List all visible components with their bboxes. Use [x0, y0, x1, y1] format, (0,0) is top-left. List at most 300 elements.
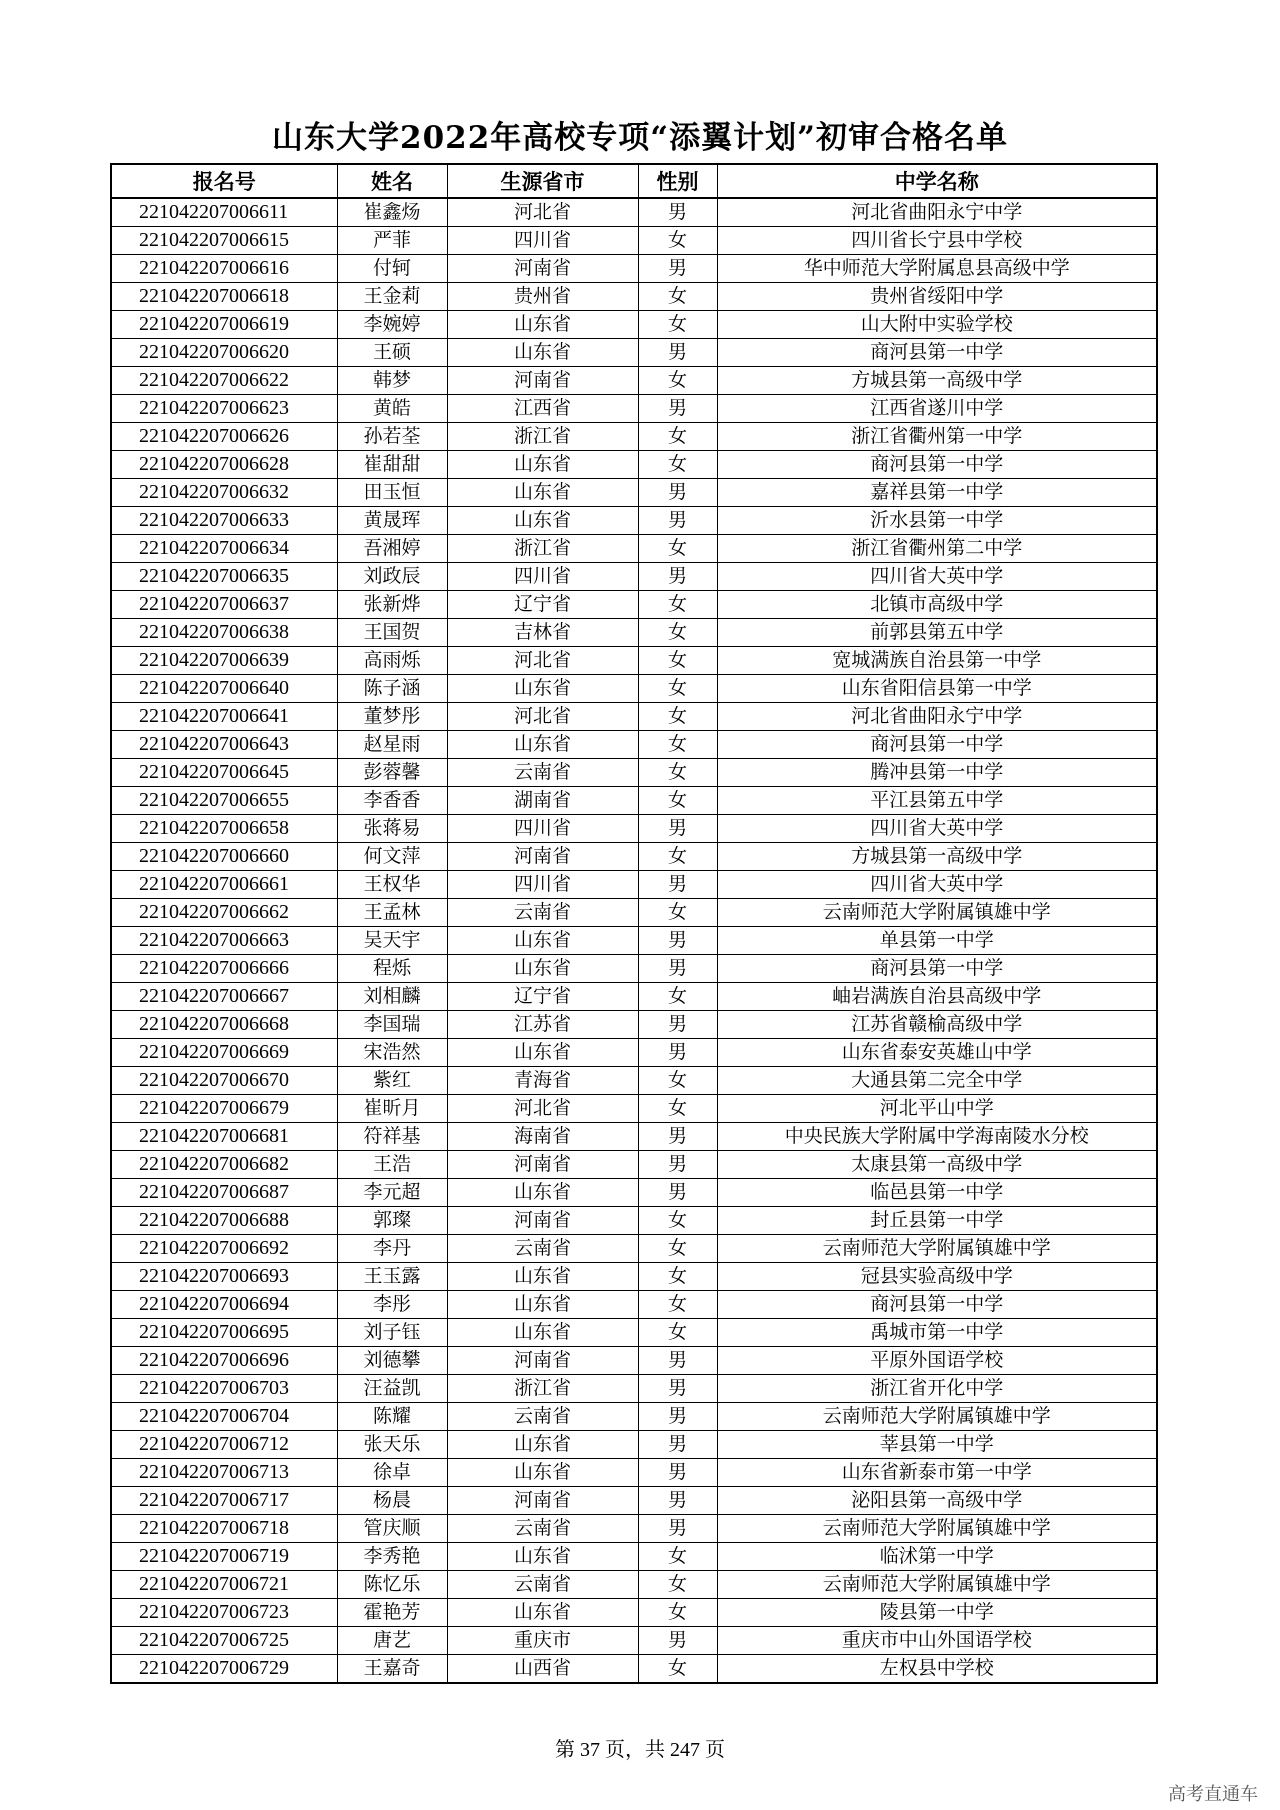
cell-name: 刘德攀	[337, 1347, 447, 1375]
cell-province: 浙江省	[447, 1375, 638, 1403]
cell-school: 商河县第一中学	[717, 339, 1157, 367]
cell-name: 崔鑫炀	[337, 198, 447, 227]
cell-school: 浙江省衢州第一中学	[717, 423, 1157, 451]
table-row	[111, 1375, 1157, 1403]
table-row	[111, 703, 1157, 731]
cell-name: 管庆顺	[337, 1515, 447, 1543]
cell-school: 大通县第二完全中学	[717, 1067, 1157, 1095]
table-row	[111, 1487, 1157, 1515]
cell-province: 云南省	[447, 1515, 638, 1543]
cell-school: 平原外国语学校	[717, 1347, 1157, 1375]
cell-school: 平江县第五中学	[717, 787, 1157, 815]
page-footer: 第 37 页，共 247 页	[555, 1739, 725, 1761]
cell-registration-number: 221042207006713	[111, 1459, 337, 1487]
cell-name: 宋浩然	[337, 1039, 447, 1067]
cell-school: 河北省曲阳永宁中学	[717, 198, 1157, 227]
cell-gender: 女	[638, 1067, 717, 1095]
table-row	[111, 1571, 1157, 1599]
cell-gender: 女	[638, 647, 717, 675]
cell-name: 王硕	[337, 339, 447, 367]
cell-name: 何文萍	[337, 843, 447, 871]
cell-registration-number: 221042207006655	[111, 787, 337, 815]
cell-gender: 女	[638, 535, 717, 563]
table-row	[111, 1459, 1157, 1487]
table-row	[111, 1067, 1157, 1095]
cell-school: 方城县第一高级中学	[717, 843, 1157, 871]
cell-gender: 女	[638, 1263, 717, 1291]
cell-name: 张新烨	[337, 591, 447, 619]
cell-province: 河北省	[447, 647, 638, 675]
table-row	[111, 451, 1157, 479]
table-row	[111, 1123, 1157, 1151]
cell-gender: 男	[638, 871, 717, 899]
cell-name: 严菲	[337, 227, 447, 255]
cell-school: 方城县第一高级中学	[717, 367, 1157, 395]
cell-registration-number: 221042207006641	[111, 703, 337, 731]
cell-name: 崔甜甜	[337, 451, 447, 479]
cell-registration-number: 221042207006619	[111, 311, 337, 339]
cell-school: 宽城满族自治县第一中学	[717, 647, 1157, 675]
header-province: 生源省市	[447, 164, 638, 198]
cell-name: 郭璨	[337, 1207, 447, 1235]
cell-school: 四川省大英中学	[717, 815, 1157, 843]
cell-registration-number: 221042207006661	[111, 871, 337, 899]
cell-school: 江西省遂川中学	[717, 395, 1157, 423]
table-row	[111, 1011, 1157, 1039]
cell-name: 吾湘婷	[337, 535, 447, 563]
cell-registration-number: 221042207006729	[111, 1655, 337, 1684]
cell-province: 山东省	[447, 311, 638, 339]
cell-province: 河北省	[447, 1095, 638, 1123]
cell-name: 李元超	[337, 1179, 447, 1207]
table-row	[111, 1235, 1157, 1263]
table-body	[111, 198, 1157, 1683]
cell-name: 吴天宇	[337, 927, 447, 955]
table-row	[111, 1179, 1157, 1207]
cell-school: 前郭县第五中学	[717, 619, 1157, 647]
cell-registration-number: 221042207006688	[111, 1207, 337, 1235]
cell-name: 付轲	[337, 255, 447, 283]
cell-province: 山东省	[447, 731, 638, 759]
cell-province: 河南省	[447, 1347, 638, 1375]
cell-gender: 女	[638, 1095, 717, 1123]
cell-province: 云南省	[447, 1235, 638, 1263]
cell-registration-number: 221042207006637	[111, 591, 337, 619]
cell-name: 陈忆乐	[337, 1571, 447, 1599]
cell-name: 李香香	[337, 787, 447, 815]
cell-school: 四川省长宁县中学校	[717, 227, 1157, 255]
cell-province: 山东省	[447, 675, 638, 703]
cell-gender: 女	[638, 983, 717, 1011]
cell-gender: 男	[638, 339, 717, 367]
table-row	[111, 899, 1157, 927]
table-row	[111, 759, 1157, 787]
cell-gender: 男	[638, 927, 717, 955]
cell-province: 河南省	[447, 367, 638, 395]
cell-school: 四川省大英中学	[717, 563, 1157, 591]
cell-gender: 男	[638, 1431, 717, 1459]
table-row	[111, 1291, 1157, 1319]
table-row	[111, 255, 1157, 283]
cell-registration-number: 221042207006725	[111, 1627, 337, 1655]
cell-registration-number: 221042207006658	[111, 815, 337, 843]
cell-school: 沂水县第一中学	[717, 507, 1157, 535]
cell-province: 辽宁省	[447, 591, 638, 619]
table-row	[111, 198, 1157, 227]
cell-school: 浙江省衢州第二中学	[717, 535, 1157, 563]
table-row	[111, 423, 1157, 451]
cell-province: 山东省	[447, 1291, 638, 1319]
cell-name: 田玉恒	[337, 479, 447, 507]
cell-name: 唐艺	[337, 1627, 447, 1655]
cell-school: 临邑县第一中学	[717, 1179, 1157, 1207]
cell-name: 陈子涵	[337, 675, 447, 703]
cell-registration-number: 221042207006632	[111, 479, 337, 507]
cell-province: 云南省	[447, 759, 638, 787]
cell-school: 商河县第一中学	[717, 1291, 1157, 1319]
table-row	[111, 787, 1157, 815]
cell-registration-number: 221042207006643	[111, 731, 337, 759]
cell-registration-number: 221042207006638	[111, 619, 337, 647]
cell-school: 商河县第一中学	[717, 451, 1157, 479]
table-row	[111, 479, 1157, 507]
cell-registration-number: 221042207006618	[111, 283, 337, 311]
cell-gender: 女	[638, 619, 717, 647]
cell-province: 四川省	[447, 815, 638, 843]
cell-name: 刘子钰	[337, 1319, 447, 1347]
cell-school: 四川省大英中学	[717, 871, 1157, 899]
cell-registration-number: 221042207006693	[111, 1263, 337, 1291]
cell-registration-number: 221042207006717	[111, 1487, 337, 1515]
cell-province: 山西省	[447, 1655, 638, 1684]
cell-name: 王玉露	[337, 1263, 447, 1291]
cell-province: 山东省	[447, 1599, 638, 1627]
cell-registration-number: 221042207006611	[111, 198, 337, 227]
cell-school: 山东省新泰市第一中学	[717, 1459, 1157, 1487]
cell-school: 河北平山中学	[717, 1095, 1157, 1123]
cell-registration-number: 221042207006723	[111, 1599, 337, 1627]
cell-name: 陈耀	[337, 1403, 447, 1431]
cell-school: 山东省泰安英雄山中学	[717, 1039, 1157, 1067]
cell-name: 黄晟珲	[337, 507, 447, 535]
table-row	[111, 731, 1157, 759]
cell-gender: 女	[638, 843, 717, 871]
cell-province: 河南省	[447, 843, 638, 871]
cell-province: 山东省	[447, 507, 638, 535]
cell-gender: 男	[638, 479, 717, 507]
cell-name: 赵星雨	[337, 731, 447, 759]
cell-registration-number: 221042207006681	[111, 1123, 337, 1151]
header-registration-number: 报名号	[111, 164, 337, 198]
table-row	[111, 983, 1157, 1011]
cell-registration-number: 221042207006622	[111, 367, 337, 395]
table-row	[111, 395, 1157, 423]
cell-province: 山东省	[447, 339, 638, 367]
cell-gender: 女	[638, 311, 717, 339]
cell-name: 李彤	[337, 1291, 447, 1319]
cell-name: 符祥基	[337, 1123, 447, 1151]
cell-gender: 女	[638, 759, 717, 787]
table-row	[111, 1151, 1157, 1179]
cell-gender: 男	[638, 1011, 717, 1039]
cell-registration-number: 221042207006662	[111, 899, 337, 927]
cell-gender: 男	[638, 1403, 717, 1431]
cell-school: 江苏省赣榆高级中学	[717, 1011, 1157, 1039]
cell-registration-number: 221042207006635	[111, 563, 337, 591]
cell-registration-number: 221042207006668	[111, 1011, 337, 1039]
cell-province: 重庆市	[447, 1627, 638, 1655]
cell-school: 浙江省开化中学	[717, 1375, 1157, 1403]
cell-school: 重庆市中山外国语学校	[717, 1627, 1157, 1655]
cell-province: 山东省	[447, 479, 638, 507]
cell-gender: 女	[638, 899, 717, 927]
cell-school: 云南师范大学附属镇雄中学	[717, 1235, 1157, 1263]
cell-gender: 男	[638, 1151, 717, 1179]
table-row	[111, 1543, 1157, 1571]
table-row	[111, 675, 1157, 703]
cell-name: 李婉婷	[337, 311, 447, 339]
cell-name: 黄皓	[337, 395, 447, 423]
table-row	[111, 1039, 1157, 1067]
cell-registration-number: 221042207006616	[111, 255, 337, 283]
table-row	[111, 1627, 1157, 1655]
table-row	[111, 955, 1157, 983]
cell-name: 高雨烁	[337, 647, 447, 675]
table-row	[111, 1403, 1157, 1431]
cell-province: 辽宁省	[447, 983, 638, 1011]
cell-registration-number: 221042207006682	[111, 1151, 337, 1179]
table-row	[111, 227, 1157, 255]
cell-gender: 男	[638, 563, 717, 591]
cell-province: 河南省	[447, 1487, 638, 1515]
cell-name: 徐卓	[337, 1459, 447, 1487]
cell-name: 张蒋易	[337, 815, 447, 843]
cell-registration-number: 221042207006666	[111, 955, 337, 983]
cell-registration-number: 221042207006620	[111, 339, 337, 367]
cell-province: 湖南省	[447, 787, 638, 815]
cell-name: 张天乐	[337, 1431, 447, 1459]
cell-gender: 女	[638, 1235, 717, 1263]
cell-gender: 女	[638, 1543, 717, 1571]
cell-registration-number: 221042207006663	[111, 927, 337, 955]
cell-gender: 男	[638, 955, 717, 983]
cell-gender: 男	[638, 815, 717, 843]
cell-school: 山大附中实验学校	[717, 311, 1157, 339]
cell-school: 腾冲县第一中学	[717, 759, 1157, 787]
cell-registration-number: 221042207006679	[111, 1095, 337, 1123]
cell-school: 山东省阳信县第一中学	[717, 675, 1157, 703]
cell-name: 崔昕月	[337, 1095, 447, 1123]
table-row	[111, 1655, 1157, 1684]
cell-registration-number: 221042207006712	[111, 1431, 337, 1459]
table-row	[111, 843, 1157, 871]
cell-name: 刘政辰	[337, 563, 447, 591]
cell-school: 莘县第一中学	[717, 1431, 1157, 1459]
cell-school: 太康县第一高级中学	[717, 1151, 1157, 1179]
cell-gender: 女	[638, 787, 717, 815]
cell-name: 王金莉	[337, 283, 447, 311]
cell-name: 董梦彤	[337, 703, 447, 731]
cell-province: 山东省	[447, 1263, 638, 1291]
cell-registration-number: 221042207006670	[111, 1067, 337, 1095]
header-name: 姓名	[337, 164, 447, 198]
table-row	[111, 1515, 1157, 1543]
cell-gender: 女	[638, 1571, 717, 1599]
table-row	[111, 339, 1157, 367]
cell-gender: 男	[638, 1347, 717, 1375]
cell-school: 禹城市第一中学	[717, 1319, 1157, 1347]
table-row	[111, 367, 1157, 395]
cell-registration-number: 221042207006628	[111, 451, 337, 479]
cell-registration-number: 221042207006703	[111, 1375, 337, 1403]
cell-province: 江西省	[447, 395, 638, 423]
cell-registration-number: 221042207006719	[111, 1543, 337, 1571]
cell-registration-number: 221042207006639	[111, 647, 337, 675]
table-row	[111, 1599, 1157, 1627]
table-row	[111, 647, 1157, 675]
cell-school: 云南师范大学附属镇雄中学	[717, 1571, 1157, 1599]
cell-gender: 男	[638, 1039, 717, 1067]
cell-registration-number: 221042207006634	[111, 535, 337, 563]
cell-registration-number: 221042207006615	[111, 227, 337, 255]
cell-registration-number: 221042207006667	[111, 983, 337, 1011]
cell-province: 青海省	[447, 1067, 638, 1095]
table-row	[111, 1263, 1157, 1291]
cell-school: 单县第一中学	[717, 927, 1157, 955]
cell-province: 山东省	[447, 451, 638, 479]
table-row	[111, 1207, 1157, 1235]
cell-registration-number: 221042207006696	[111, 1347, 337, 1375]
cell-name: 王嘉奇	[337, 1655, 447, 1684]
cell-gender: 女	[638, 1291, 717, 1319]
cell-name: 李国瑞	[337, 1011, 447, 1039]
cell-school: 云南师范大学附属镇雄中学	[717, 1515, 1157, 1543]
cell-name: 王权华	[337, 871, 447, 899]
cell-gender: 女	[638, 675, 717, 703]
cell-province: 山东省	[447, 955, 638, 983]
cell-school: 封丘县第一中学	[717, 1207, 1157, 1235]
cell-school: 中央民族大学附属中学海南陵水分校	[717, 1123, 1157, 1151]
cell-school: 左权县中学校	[717, 1655, 1157, 1684]
cell-name: 刘相麟	[337, 983, 447, 1011]
table-row	[111, 591, 1157, 619]
cell-name: 李丹	[337, 1235, 447, 1263]
cell-province: 山东省	[447, 1459, 638, 1487]
table-row	[111, 507, 1157, 535]
cell-gender: 女	[638, 1319, 717, 1347]
cell-province: 山东省	[447, 1543, 638, 1571]
cell-name: 孙若荃	[337, 423, 447, 451]
cell-gender: 女	[638, 1599, 717, 1627]
cell-school: 贵州省绥阳中学	[717, 283, 1157, 311]
cell-gender: 男	[638, 1627, 717, 1655]
cell-gender: 男	[638, 1123, 717, 1151]
cell-gender: 男	[638, 1459, 717, 1487]
cell-name: 王浩	[337, 1151, 447, 1179]
cell-province: 河南省	[447, 1207, 638, 1235]
cell-gender: 女	[638, 283, 717, 311]
cell-gender: 女	[638, 703, 717, 731]
cell-registration-number: 221042207006687	[111, 1179, 337, 1207]
cell-registration-number: 221042207006645	[111, 759, 337, 787]
cell-gender: 女	[638, 1655, 717, 1684]
cell-registration-number: 221042207006623	[111, 395, 337, 423]
table-row	[111, 871, 1157, 899]
cell-school: 临沭第一中学	[717, 1543, 1157, 1571]
cell-gender: 女	[638, 451, 717, 479]
cell-gender: 男	[638, 255, 717, 283]
cell-name: 韩梦	[337, 367, 447, 395]
cell-name: 霍艳芳	[337, 1599, 447, 1627]
cell-province: 吉林省	[447, 619, 638, 647]
cell-gender: 女	[638, 1207, 717, 1235]
cell-gender: 男	[638, 395, 717, 423]
table-row	[111, 1319, 1157, 1347]
cell-registration-number: 221042207006694	[111, 1291, 337, 1319]
cell-name: 杨晨	[337, 1487, 447, 1515]
cell-registration-number: 221042207006660	[111, 843, 337, 871]
page-title: 山东大学2022年高校专项“添翼计划”初审合格名单	[272, 120, 1008, 156]
table-row	[111, 619, 1157, 647]
cell-school: 冠县实验高级中学	[717, 1263, 1157, 1291]
cell-province: 山东省	[447, 1319, 638, 1347]
cell-province: 云南省	[447, 1403, 638, 1431]
cell-province: 山东省	[447, 1179, 638, 1207]
cell-name: 王孟林	[337, 899, 447, 927]
table-row	[111, 815, 1157, 843]
cell-school: 嘉祥县第一中学	[717, 479, 1157, 507]
cell-name: 彭蓉馨	[337, 759, 447, 787]
cell-province: 浙江省	[447, 535, 638, 563]
cell-gender: 女	[638, 731, 717, 759]
watermark: 高考直通车	[1168, 1784, 1258, 1805]
cell-gender: 男	[638, 507, 717, 535]
cell-gender: 男	[638, 1179, 717, 1207]
cell-school: 泌阳县第一高级中学	[717, 1487, 1157, 1515]
cell-gender: 男	[638, 1487, 717, 1515]
cell-gender: 女	[638, 227, 717, 255]
cell-name: 程烁	[337, 955, 447, 983]
cell-gender: 女	[638, 591, 717, 619]
cell-gender: 女	[638, 423, 717, 451]
cell-school: 北镇市高级中学	[717, 591, 1157, 619]
cell-province: 江苏省	[447, 1011, 638, 1039]
table-row	[111, 311, 1157, 339]
table-row	[111, 283, 1157, 311]
header-gender: 性别	[638, 164, 717, 198]
cell-province: 山东省	[447, 927, 638, 955]
cell-gender: 女	[638, 367, 717, 395]
cell-registration-number: 221042207006640	[111, 675, 337, 703]
cell-name: 汪益凯	[337, 1375, 447, 1403]
cell-province: 河北省	[447, 198, 638, 227]
cell-school: 岫岩满族自治县高级中学	[717, 983, 1157, 1011]
cell-registration-number: 221042207006633	[111, 507, 337, 535]
cell-name: 李秀艳	[337, 1543, 447, 1571]
cell-registration-number: 221042207006721	[111, 1571, 337, 1599]
cell-province: 河南省	[447, 255, 638, 283]
table-row	[111, 927, 1157, 955]
cell-province: 四川省	[447, 871, 638, 899]
table-row	[111, 535, 1157, 563]
cell-registration-number: 221042207006704	[111, 1403, 337, 1431]
table-row	[111, 1095, 1157, 1123]
cell-registration-number: 221042207006669	[111, 1039, 337, 1067]
cell-province: 山东省	[447, 1431, 638, 1459]
table-row	[111, 563, 1157, 591]
cell-school: 云南师范大学附属镇雄中学	[717, 1403, 1157, 1431]
cell-school: 商河县第一中学	[717, 955, 1157, 983]
